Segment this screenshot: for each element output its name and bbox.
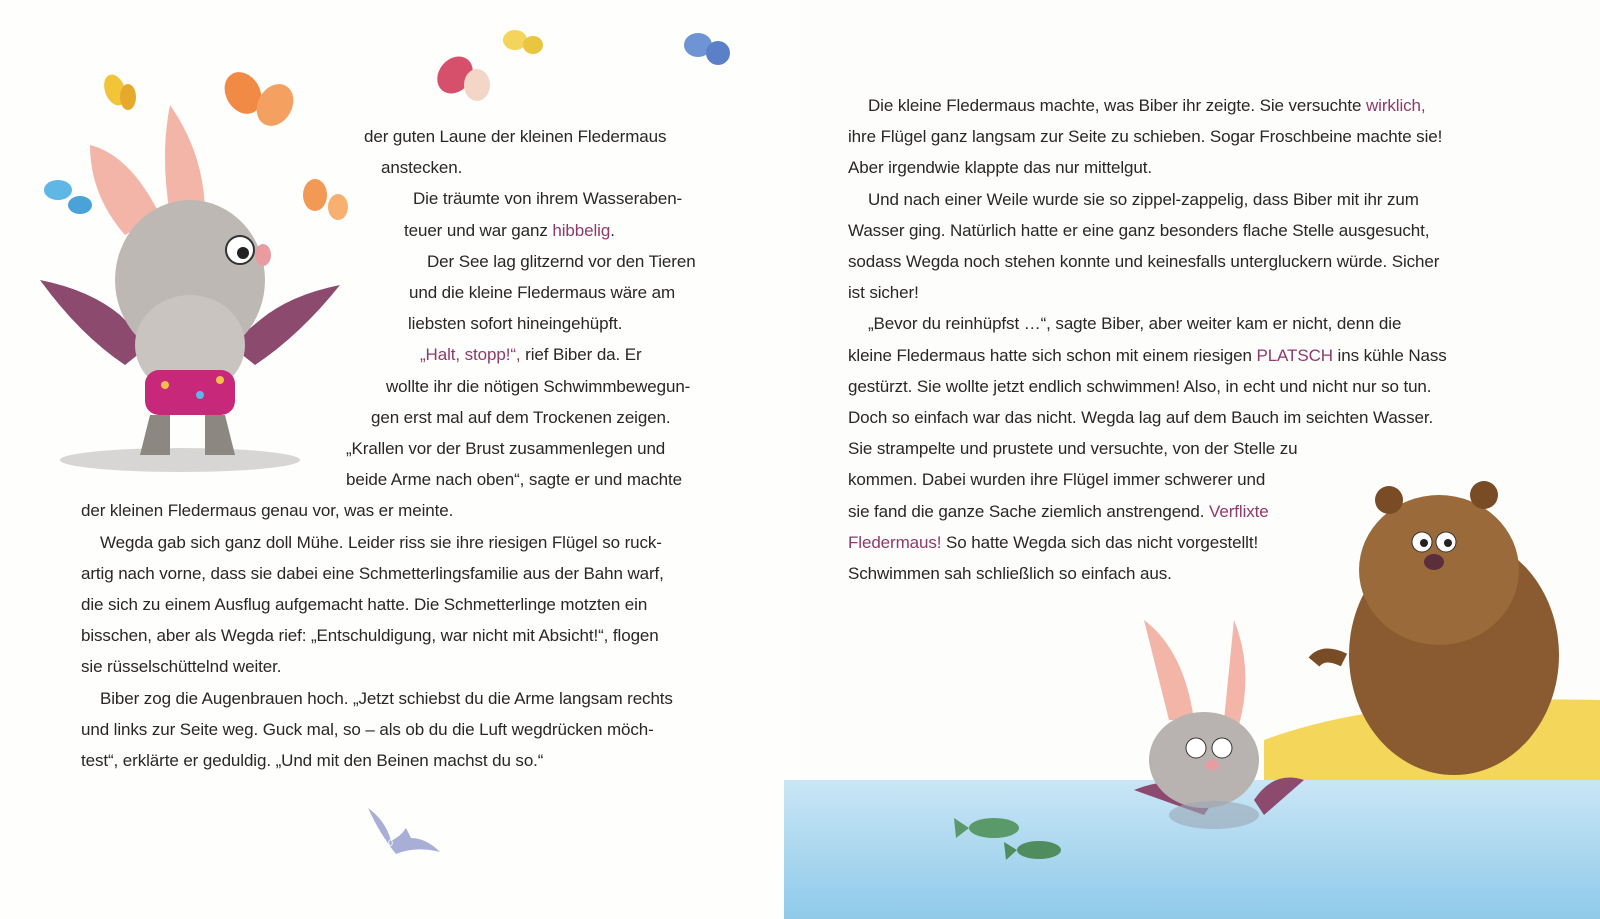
text-segment: der kleinen Fledermaus genau vor, was er meinte. <box>81 501 454 521</box>
text-line <box>409 282 675 304</box>
text-segment: Und nach einer Weile wurde sie so zippel-zappelig, dass Biber mit ihr zum <box>868 189 1419 209</box>
butterfly-icon <box>503 30 543 54</box>
text-line <box>81 500 453 522</box>
text-segment: . <box>610 220 615 240</box>
text-line <box>364 126 666 148</box>
text-line <box>381 157 462 179</box>
text-segment: Wegda gab sich ganz doll Mühe. Leider riss sie ihre riesigen Flügel so ruck- <box>100 532 662 552</box>
text-segment: Aber irgendwie klappte das nur mittelgut. <box>848 158 1152 178</box>
highlighted-text: hibbelig <box>552 220 611 240</box>
text-segment: sodass Wegda noch stehen konnte und keinesfalls untergluckern würde. Sicher <box>848 252 1440 271</box>
butterfly-icon <box>684 33 730 65</box>
right-page <box>800 0 1600 919</box>
text-line <box>848 126 1442 148</box>
text-line <box>100 688 673 710</box>
text-line <box>100 532 662 554</box>
text-segment: Schwimmen sah schließlich so einfach aus. <box>848 564 1172 583</box>
text-line <box>848 345 1447 367</box>
text-segment: „Krallen vor der Brust zusammenlegen und <box>346 439 666 458</box>
text-line <box>404 220 615 242</box>
text-line <box>848 220 1429 242</box>
text-line <box>346 469 682 491</box>
text-line <box>848 563 1172 585</box>
text-line <box>81 719 654 741</box>
text-segment: gen erst mal auf dem Trockenen zeigen. <box>371 407 671 427</box>
butterfly-icon <box>430 49 490 101</box>
text-line <box>81 656 281 678</box>
page-number-bat-icon <box>366 806 442 856</box>
text-line <box>371 407 671 429</box>
text-segment: Doch so einfach war das nicht. Wegda lag auf dem Bauch im seichten Wasser. <box>848 408 1434 427</box>
text-line <box>420 344 642 366</box>
text-segment: und die kleine Fledermaus wäre am <box>409 283 676 302</box>
highlighted-text: „Halt, stopp!“, <box>420 345 521 365</box>
text-segment: ist sicher! <box>848 283 919 303</box>
text-segment: test“, erklärte er geduldig. „Und mit den Beinen machst du so.“ <box>81 751 544 770</box>
text-line <box>848 532 1258 554</box>
text-segment: artig nach vorne, dass sie dabei eine Schmetterlingsfamilie aus der Bahn warf, <box>81 563 664 583</box>
text-line <box>848 501 1269 523</box>
text-line <box>868 189 1419 211</box>
text-line <box>81 750 543 772</box>
text-line <box>427 251 696 273</box>
text-line <box>848 282 919 304</box>
text-line <box>408 313 622 335</box>
text-segment: der guten Laune der kleinen Fledermaus <box>364 127 667 146</box>
text-segment: die sich zu einem Ausflug aufgemacht hatte. Die Schmetterlinge motzten ein <box>81 595 648 614</box>
text-segment: Wasser ging. Natürlich hatte er eine ganz besonders flache Stelle ausgesucht, <box>848 220 1430 240</box>
text-line <box>848 157 1152 179</box>
text-segment: gestürzt. Sie wollte jetzt endlich schwimmen! Also, in echt und nicht nur so tun. <box>848 376 1432 396</box>
text-segment: sie fand die ganze Sache ziemlich anstrengend. <box>848 501 1210 521</box>
text-line <box>848 438 1297 460</box>
text-line <box>386 376 690 398</box>
text-segment: wollte ihr die nötigen Schwimmbewegun- <box>386 376 691 396</box>
highlighted-text: Fledermaus! <box>848 532 942 552</box>
highlighted-text: PLATSCH <box>1256 345 1333 365</box>
text-segment: kommen. Dabei wurden ihre Flügel immer schwerer und <box>848 470 1266 490</box>
highlighted-text: wirklich, <box>1365 96 1426 115</box>
text-segment: ins kühle Nass <box>1332 345 1447 365</box>
text-line <box>848 469 1265 491</box>
text-segment: und links zur Seite weg. Guck mal, so – als ob du die Luft wegdrücken möch- <box>81 719 654 739</box>
text-segment: Die träumte von ihrem Wasseraben- <box>413 189 683 209</box>
text-segment: Die kleine Fledermaus machte, was Biber ihr zeigte. Sie versuchte <box>868 96 1366 115</box>
text-segment: sie rüsselschüttelnd weiter. <box>81 657 282 677</box>
text-segment: So hatte Wegda sich das nicht vorgestellt! <box>941 532 1259 552</box>
text-segment: anstecken. <box>381 158 463 178</box>
text-segment: kleine Fledermaus hatte sich schon mit einem riesigen <box>848 345 1257 365</box>
text-segment: liebsten sofort hineingehüpft. <box>408 314 623 334</box>
page-number: 10 <box>383 838 394 848</box>
text-segment: Der See lag glitzernd vor den Tieren <box>427 251 696 271</box>
text-segment: Biber zog die Augenbrauen hoch. „Jetzt schiebst du die Arme langsam rechts <box>100 688 673 708</box>
text-line <box>81 625 659 647</box>
text-line <box>81 594 647 616</box>
text-line <box>81 563 664 585</box>
text-line <box>848 376 1431 398</box>
text-line <box>346 438 665 460</box>
text-segment: rief Biber da. Er <box>520 345 642 365</box>
text-line <box>868 95 1426 117</box>
text-line <box>413 188 682 210</box>
text-segment: ihre Flügel ganz langsam zur Seite zu schieben. Sogar Froschbeine machte sie! <box>848 127 1443 147</box>
swimming-bat <box>1134 620 1304 829</box>
text-segment: Sie strampelte und prustete und versuchte, von der Stelle zu <box>848 439 1298 459</box>
text-line <box>868 313 1401 335</box>
text-segment: teuer und war ganz <box>404 220 553 240</box>
text-line <box>848 407 1433 429</box>
text-segment: bisschen, aber als Wegda rief: „Entschuldigung, war nicht mit Absicht!“, flogen <box>81 626 659 646</box>
bat-illustration <box>30 95 360 485</box>
highlighted-text: Verflixte <box>1209 501 1269 521</box>
text-segment: beide Arme nach oben“, sagte er und machte <box>346 470 683 490</box>
text-line <box>848 251 1439 273</box>
text-segment: „Bevor du reinhüpfst …“, sagte Biber, aber weiter kam er nicht, denn die <box>868 314 1402 334</box>
